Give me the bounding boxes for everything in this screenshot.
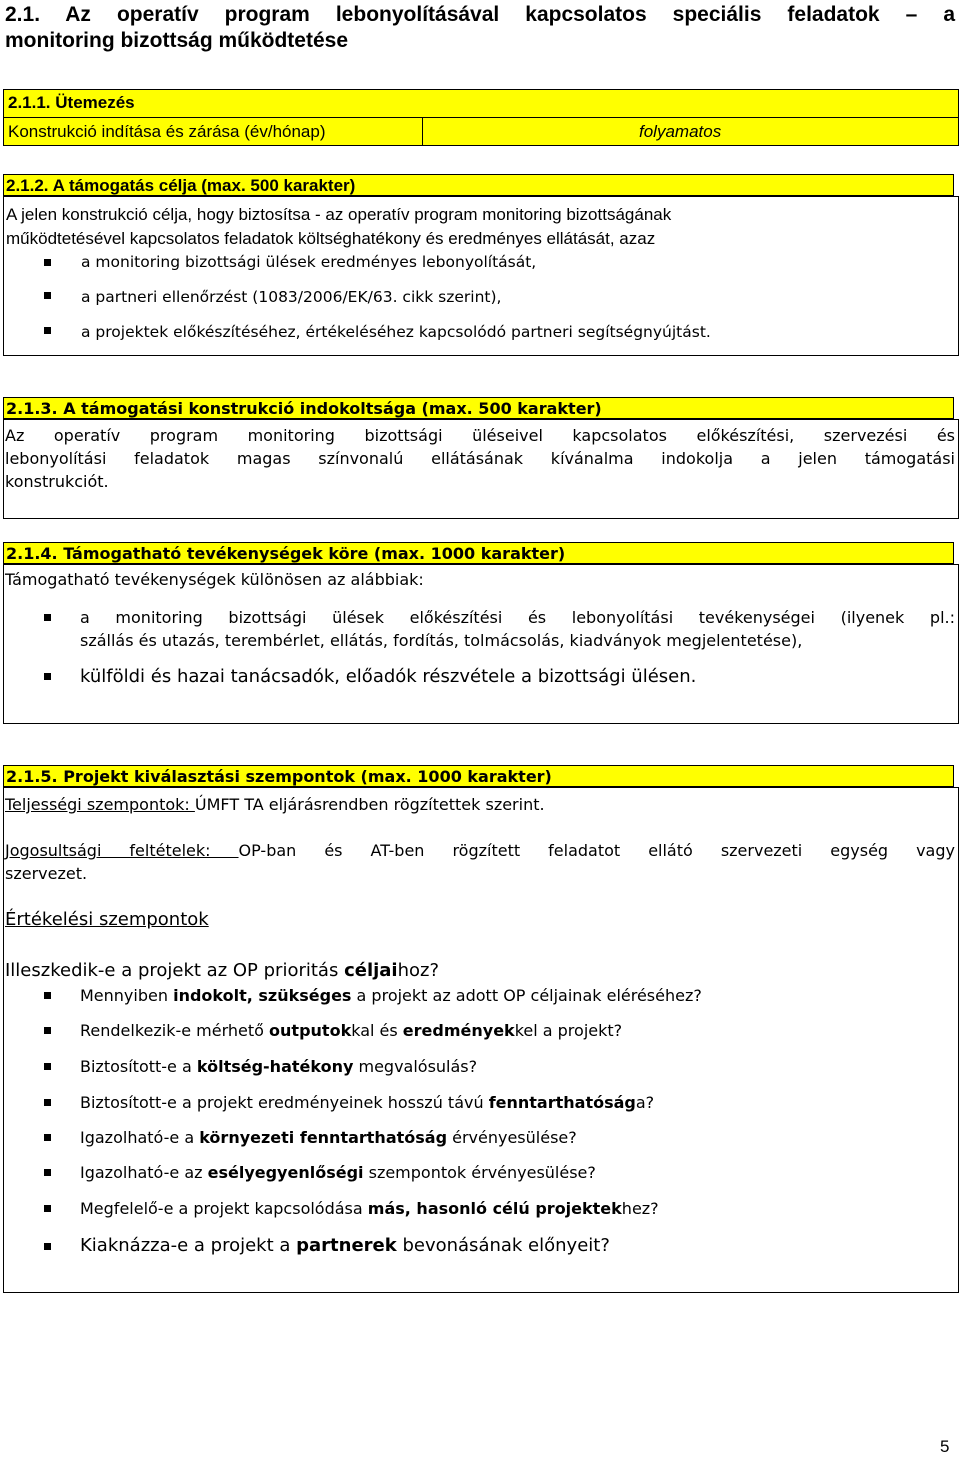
section-213-line3: konstrukciót. [5,472,109,491]
criteria-bold: outputok [269,1021,352,1040]
criteria-post: a projekt az adott OP céljainak eléréséhez? [351,986,702,1005]
criteria-item [80,1020,622,1042]
page-number: 5 [940,1437,950,1456]
criteria-bold: költség-hatékony [196,1057,354,1076]
section-212-bullet: a projektek előkészítéséhez, értékeléséhez kapcsolódó partneri segítségnyújtást. [81,323,711,341]
jogosult-label: Jogosultsági feltételek: [5,841,239,860]
criteria-post: megvalósulás? [353,1057,478,1076]
q-bold: céljai [344,960,398,981]
criteria-bold: fenntarthatóság [488,1093,636,1112]
criteria-item [80,1127,577,1149]
criteria-post: szempontok érvényesülése? [363,1163,596,1182]
criteria-bold: más, hasonló célú projektek [367,1199,622,1218]
bullet-icon [44,992,51,999]
section-heading-215 [3,765,954,787]
q-pre: Illeszkedik-e a projekt az OP prioritás [5,960,345,981]
bullet-icon [44,1099,51,1106]
bullet-icon [44,1027,51,1034]
section-212-intro-2: működtetésével kapcsolatos feladatok költséghatékony és eredményes ellátását, azaz [6,229,656,248]
bullet-icon [44,1134,51,1141]
criteria-item [80,1162,596,1184]
section-heading-212 [3,174,954,196]
criteria-post: a? [635,1093,655,1112]
section-heading-212-text: 2.1.2. A támogatás célja (max. 500 karakter) [6,176,356,195]
section-heading-215-text: 2.1.5. Projekt kiválasztási szempontok (max. 1000 karakter) [6,767,552,786]
section-214-bullet2: külföldi és hazai tanácsadók, előadók részvétele a bizottsági ülésen. [80,666,697,687]
criteria-pre: Biztosított-e a projekt eredményeinek hosszú távú [80,1093,489,1112]
illeszkedik-question [5,958,439,984]
criteria-post: kel a projekt? [514,1021,623,1040]
page-title-line1: 2.1. Az operatív program lebonyolításával kapcsolatos speciális feladatok – a [5,3,955,26]
bullet-icon [44,1243,51,1250]
criteria-bold: környezeti fenntarthatóság [199,1128,448,1147]
section-212-bullet: a monitoring bizottsági ülések eredményes lebonyolítását, [81,253,537,271]
criteria-item [80,1198,659,1220]
criteria-item [80,1056,477,1078]
criteria-post: bevonásának előnyeit? [396,1235,610,1256]
criteria-item [80,1092,654,1114]
criteria-post: érvényesülése? [447,1128,577,1147]
criteria-pre: Igazolható-e a [80,1128,200,1147]
section-212-bullet: a partneri ellenőrzést (1083/2006/EK/63. cikk szerint), [81,288,502,306]
criteria-bold: partnerek [296,1235,397,1256]
criteria-pre: Kiaknázza-e a projekt a [80,1235,297,1256]
criteria-mid: kal és [351,1021,403,1040]
section-213-line2: lebonyolítási feladatok magas színvonalú ellátásának kívánalma indokolja a jelen támogatási [5,449,955,468]
schedule-table [3,89,959,146]
teljesseg-line [5,794,545,816]
page-title-line2: monitoring bizottság működtetése [5,29,349,52]
section-heading-213 [3,397,954,419]
schedule-row-label: Konstrukció indítása és zárása (év/hónap) [8,122,326,141]
page-title [5,2,955,54]
jogosult-block [5,839,955,885]
section-214-bullet1-line1: a monitoring bizottsági ülések előkészítési és lebonyolítási tevékenységei (ilyenek pl.: [80,608,955,627]
bullet-icon [44,1205,51,1212]
criteria-bold: indokolt, szükséges [173,986,352,1005]
bullet-icon [44,259,51,266]
jogosult-line2: szervezet. [5,864,88,883]
section-heading-214-text: 2.1.4. Támogatható tevékenységek köre (max. 1000 karakter) [6,544,566,563]
q-post: hoz? [397,960,440,981]
criteria-post: hez? [621,1199,659,1218]
teljesseg-text: ÚMFT TA eljárásrendben rögzítettek szerint. [194,795,545,814]
jogosult-text1: OP-ban és AT-ben rögzített feladatot ellátó szervezeti egység vagy [238,841,955,860]
criteria-pre: Mennyiben [80,986,174,1005]
section-214-bullet1-line2: szállás és utazás, terembérlet, ellátás, fordítás, tolmácsolás, kiadványok megjelentetése), [80,631,803,650]
schedule-heading: 2.1.1. Ütemezés [8,93,135,112]
section-212-intro-1: A jelen konstrukció célja, hogy biztosítsa - az operatív program monitoring bizottságának [6,205,672,224]
bullet-icon [44,292,51,299]
bullet-icon [44,1169,51,1176]
jogosult-line1 [5,839,955,862]
bullet-icon [44,327,51,334]
criteria-bold2: eredmények [402,1021,515,1040]
criteria-item [80,985,702,1007]
schedule-value-cell [423,117,959,146]
schedule-label-cell [3,117,423,146]
section-214-bullet1 [80,606,955,652]
bullet-icon [44,1063,51,1070]
teljesseg-label: Teljességi szempontok: [5,795,195,814]
criteria-pre: Megfelelő-e a projekt kapcsolódása [80,1199,368,1218]
criteria-pre: Igazolható-e az [80,1163,208,1182]
criteria-pre: Rendelkezik-e mérhető [80,1021,270,1040]
schedule-row-value: folyamatos [639,122,722,141]
criteria-bold: esélyegyenlőségi [207,1163,364,1182]
section-heading-214 [3,542,954,564]
section-214-intro: Támogatható tevékenységek különösen az alábbiak: [5,570,424,589]
criteria-pre: Biztosított-e a [80,1057,197,1076]
section-heading-213-text: 2.1.3. A támogatási konstrukció indokoltsága (max. 500 karakter) [6,399,602,418]
ertekelesi-heading: Értékelési szempontok [5,909,209,930]
bullet-icon [44,673,51,680]
bullet-icon [44,614,51,621]
criteria-item [80,1234,610,1258]
section-213-line1: Az operatív program monitoring bizottsági üléseivel kapcsolatos előkészítési, szervezési és [5,426,955,445]
